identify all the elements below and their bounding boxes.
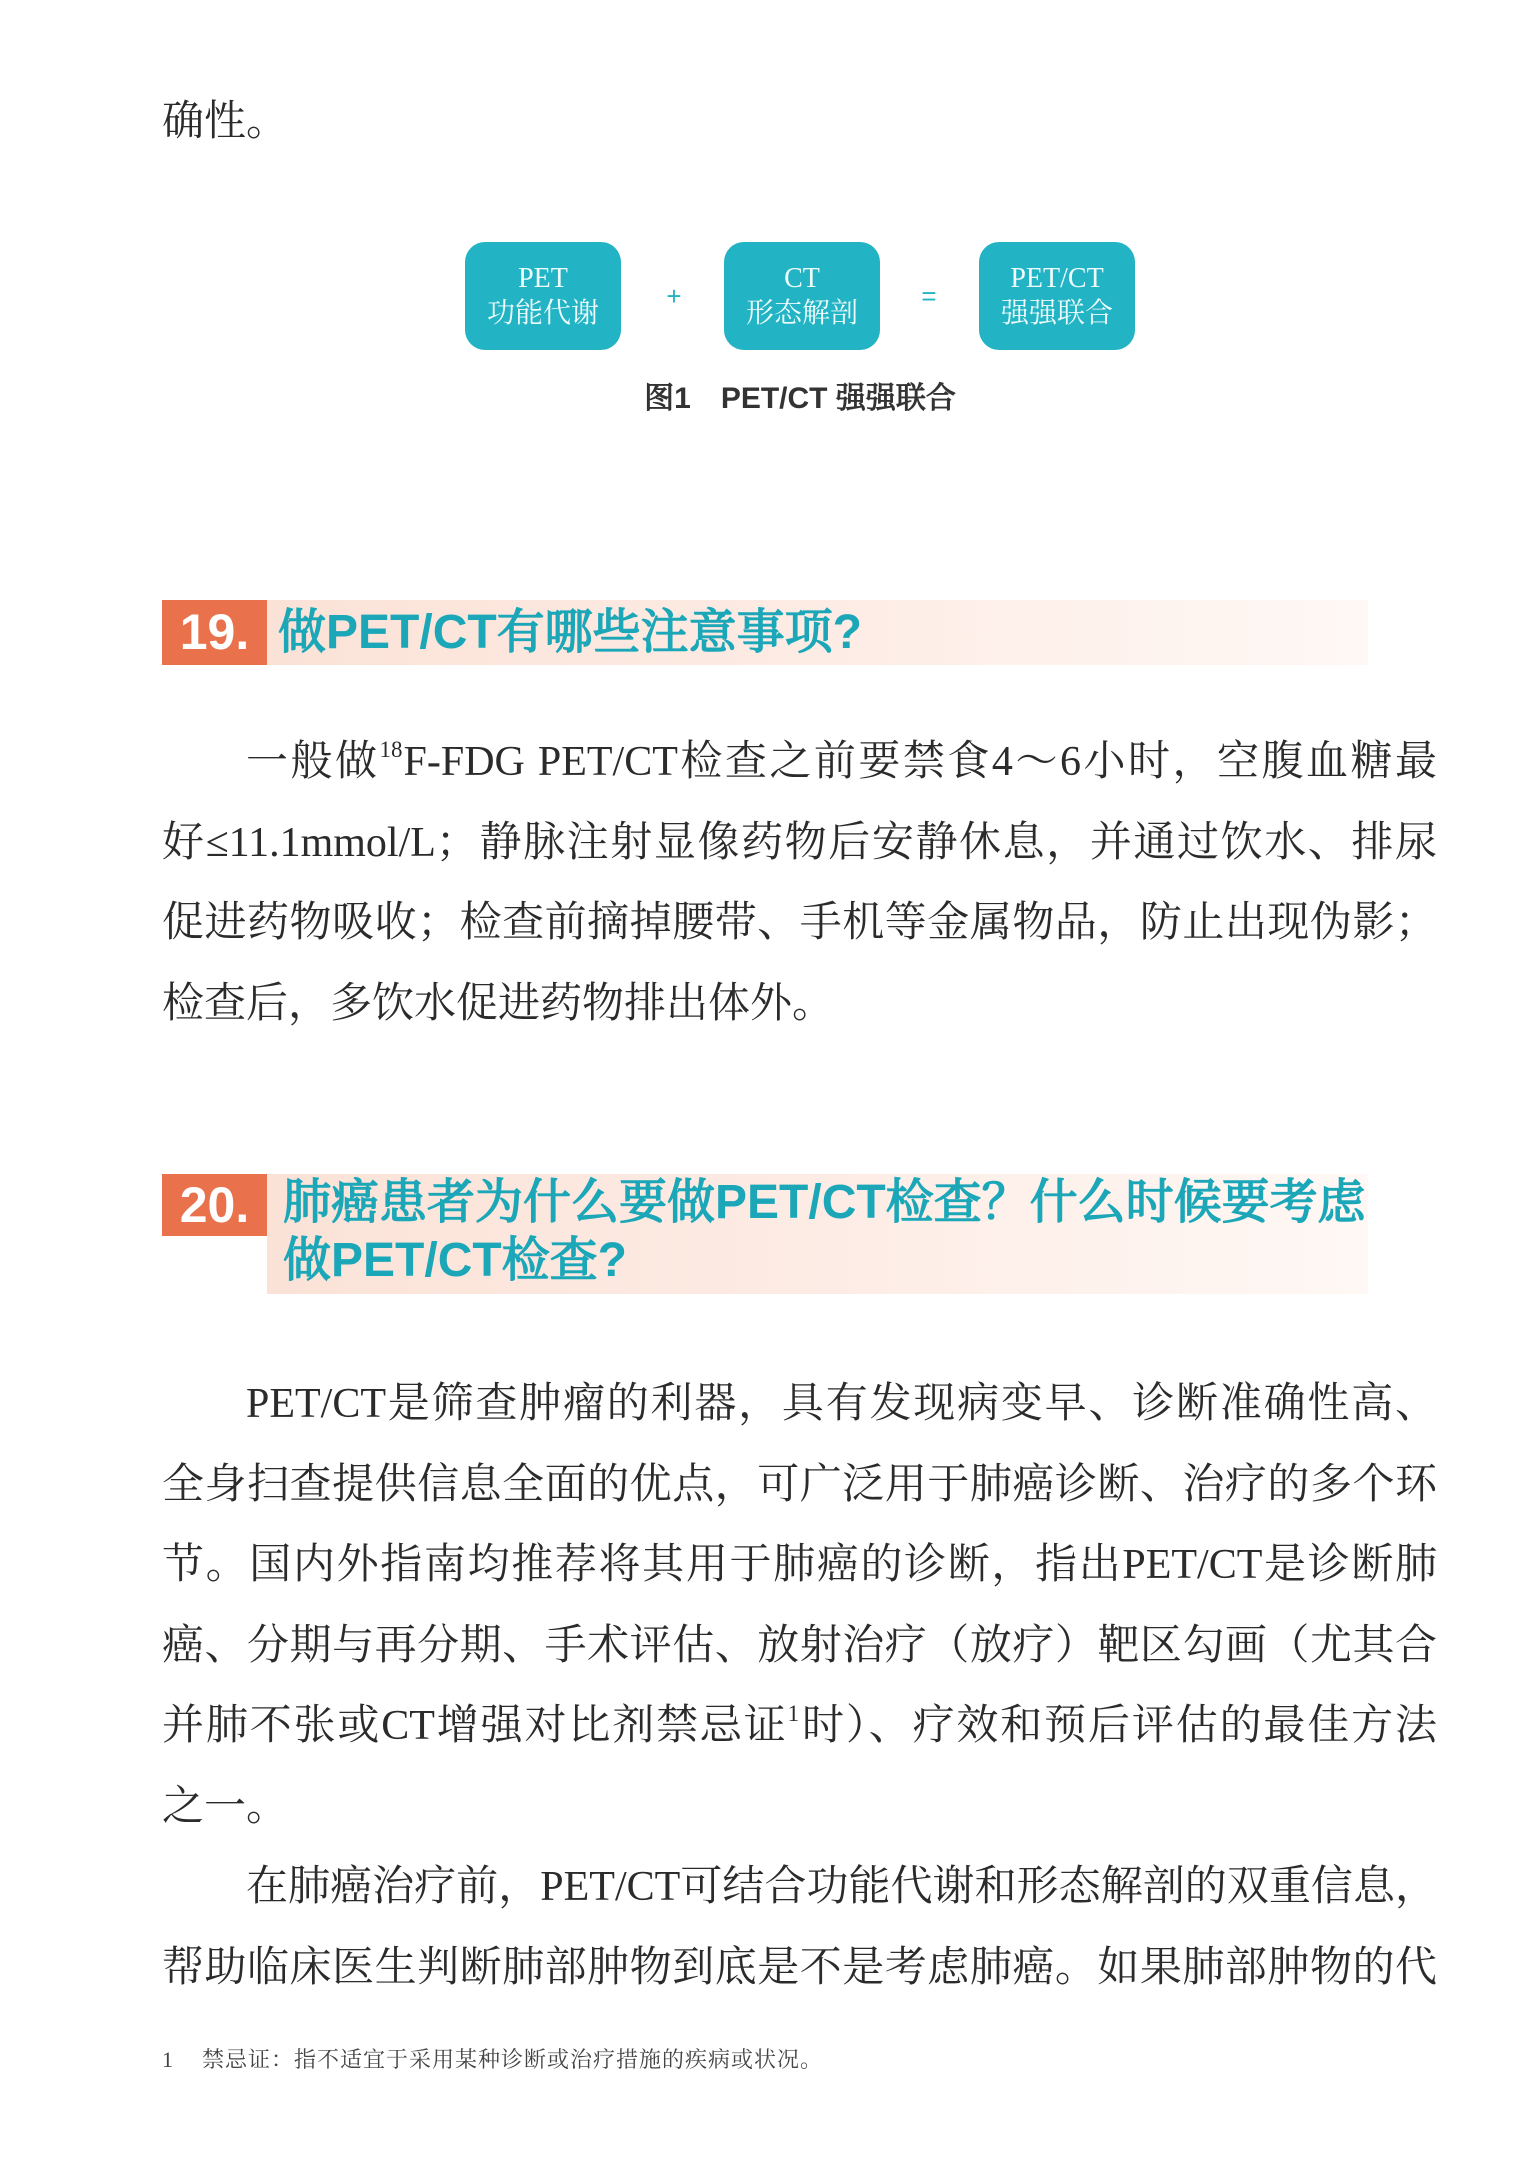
figure-pet-ct-diagram bbox=[465, 242, 1135, 422]
isotope-superscript: 18 bbox=[379, 737, 403, 762]
section-20-title-line-2: 做PET/CT检查? bbox=[283, 1234, 627, 1287]
paragraph-line: 癌、分期与再分期、手术评估、放射治疗（放疗）靶区勾画（尤其合 bbox=[162, 1622, 1437, 1669]
box-pet-function bbox=[465, 242, 621, 350]
section-20-title-line-1: 肺癌患者为什么要做PET/CT检查？什么时候要考虑 bbox=[283, 1176, 1366, 1229]
line-text: 并肺不张或CT增强对比剂禁忌证 bbox=[162, 1703, 788, 1750]
paragraph-line: 好≤11.1mmol/L；静脉注射显像药物后安静休息，并通过饮水、排尿 bbox=[162, 819, 1437, 866]
section-20-paragraph-1 bbox=[162, 1364, 1437, 1848]
paragraph-line: 在肺癌治疗前，PET/CT可结合功能代谢和形态解剖的双重信息， bbox=[246, 1864, 1437, 1910]
section-20-paragraph-2 bbox=[162, 1847, 1437, 2008]
box-pet-ct-combined bbox=[979, 242, 1135, 350]
section-19-title: 做PET/CT有哪些注意事项? bbox=[278, 606, 862, 659]
footnote-marker: 1 bbox=[162, 2047, 174, 2072]
box-pet-ct-title: PET/CT bbox=[1010, 263, 1104, 294]
paragraph-line bbox=[162, 722, 1437, 803]
box-pet-ct-subtitle: 强强联合 bbox=[1000, 298, 1113, 329]
figure-caption bbox=[465, 379, 1135, 419]
line-text: 一般做 bbox=[246, 739, 380, 785]
paragraph-line: 全身扫查提供信息全面的优点，可广泛用于肺癌诊断、治疗的多个环 bbox=[162, 1461, 1437, 1508]
line-text: F-FDG PET/CT检查之前要禁食4～6小时，空腹血糖最 bbox=[403, 739, 1437, 785]
paragraph-line bbox=[162, 1686, 1437, 1767]
paragraph-line: 检查后，多饮水促进药物排出体外。 bbox=[162, 980, 835, 1027]
section-20-number: 20. bbox=[162, 1174, 267, 1236]
paragraph-line: 帮助临床医生判断肺部肿物到底是不是考虑肺癌。如果肺部肿物的代 bbox=[162, 1944, 1437, 1991]
line-text: 时）、疗效和预后评估的最佳方法 bbox=[800, 1703, 1437, 1750]
paragraph-line: PET/CT是筛查肿瘤的利器，具有发现病变早、诊断准确性高、 bbox=[246, 1381, 1437, 1427]
box-pet-title: PET bbox=[518, 263, 568, 294]
box-ct-anatomy bbox=[724, 242, 880, 350]
box-ct-subtitle: 形态解剖 bbox=[745, 298, 858, 329]
equals-sign: = bbox=[921, 281, 937, 311]
section-19-paragraph-1 bbox=[162, 722, 1437, 1044]
continuation-text: 确性。 bbox=[162, 99, 289, 145]
figure-caption-label: 图1 bbox=[644, 382, 691, 415]
footnote-reference: 1 bbox=[787, 1701, 800, 1727]
paragraph-line: 节。国内外指南均推荐将其用于肺癌的诊断，指出PET/CT是诊断肺 bbox=[162, 1542, 1437, 1589]
paragraph-line: 促进药物吸收；检查前摘掉腰带、手机等金属物品，防止出现伪影； bbox=[162, 900, 1437, 947]
plus-sign: + bbox=[666, 281, 682, 311]
section-19-number: 19. bbox=[162, 600, 267, 665]
figure-caption-text: PET/CT 强强联合 bbox=[720, 382, 956, 415]
box-ct-title: CT bbox=[784, 263, 820, 294]
footnote-text: 禁忌证：指不适宜于采用某种诊断或治疗措施的疾病或状况。 bbox=[202, 2047, 824, 2072]
box-pet-subtitle: 功能代谢 bbox=[486, 298, 599, 329]
paragraph-line: 之一。 bbox=[162, 1783, 289, 1830]
